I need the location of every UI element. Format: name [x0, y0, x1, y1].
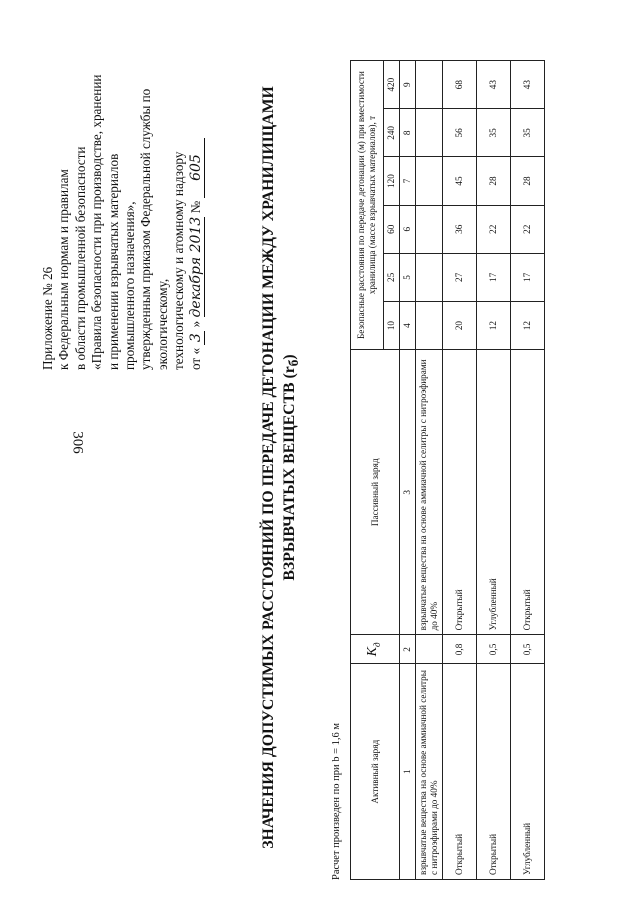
- passive-charge-cell: Открытый: [511, 350, 545, 635]
- distance-cell: 35: [477, 109, 511, 157]
- approval-number-handwritten: 605: [188, 138, 205, 198]
- index-cell: 5: [400, 253, 416, 301]
- index-cell: 3: [400, 350, 416, 635]
- title-line-2-end: ): [281, 354, 298, 360]
- appendix-line: утвержденным приказом Федеральной службы по: [138, 88, 154, 370]
- header-kd: [351, 635, 400, 664]
- approval-month-handwritten: декабря 2013: [187, 216, 204, 318]
- group-empty-cell: [416, 157, 443, 205]
- kd-cell: 0,8: [443, 635, 477, 664]
- distance-cell: 17: [477, 253, 511, 301]
- appendix-line: к Федеральным нормам и правилам: [56, 169, 72, 370]
- distance-cell: 12: [511, 301, 545, 349]
- distance-cell: 43: [511, 61, 545, 109]
- kd-cell: 0,5: [511, 635, 545, 664]
- passive-charge-cell: Углубленный: [477, 350, 511, 635]
- header-passive-charge: Пассивный заряд: [351, 350, 400, 635]
- group-empty-cell: [416, 205, 443, 253]
- table-row: [477, 61, 511, 880]
- group-empty-cell: [416, 109, 443, 157]
- distance-cell: 35: [511, 109, 545, 157]
- table-header-row: [351, 61, 384, 880]
- active-charge-cell: Открытый: [477, 664, 511, 880]
- distance-cell: 22: [511, 205, 545, 253]
- header-active-charge: Активный заряд: [351, 664, 400, 880]
- group-label-passive: взрывчатые вещества на основе аммиачной селитры с нитроэфирами до 40%: [416, 350, 443, 635]
- distance-cell: 28: [511, 157, 545, 205]
- distance-cell: 28: [477, 157, 511, 205]
- approval-mid: »: [187, 320, 203, 328]
- active-charge-cell: Углубленный: [511, 664, 545, 880]
- appendix-line: промышленного назначения»,: [122, 201, 138, 370]
- distance-cell: 17: [511, 253, 545, 301]
- capacity-cell: 120: [384, 157, 400, 205]
- capacity-cell: 240: [384, 109, 400, 157]
- title-subscript: б: [286, 359, 302, 367]
- distance-cell: 45: [443, 157, 477, 205]
- approval-number-label: №: [187, 200, 203, 214]
- appendix-line: Приложение № 26: [40, 266, 55, 370]
- index-cell: 2: [400, 635, 416, 664]
- title-line-2: [279, 45, 304, 890]
- appendix-line: технологическому и атомному надзору: [171, 151, 187, 370]
- approval-prefix: от «: [187, 347, 203, 370]
- group-empty-cell: [416, 301, 443, 349]
- approval-date-row: [188, 50, 205, 370]
- header-safe-distances: Безопасные расстояния по передаче детонации (м) при вместимости хранилища (массе взрывчатых материалов), т: [351, 61, 384, 350]
- index-cell: 1: [400, 664, 416, 880]
- distance-cell: 36: [443, 205, 477, 253]
- index-cell: 4: [400, 301, 416, 349]
- approval-day-handwritten: 3: [188, 331, 205, 345]
- distance-table: [350, 60, 545, 880]
- table-index-row: [400, 61, 416, 880]
- index-cell: 6: [400, 205, 416, 253]
- appendix-line: экологическому,: [154, 278, 170, 370]
- index-cell: 8: [400, 109, 416, 157]
- title-line-2-text: ВЗРЫВЧАТЫХ ВЕЩЕСТВ (r: [281, 366, 298, 581]
- passive-charge-cell: Открытый: [443, 350, 477, 635]
- index-cell: 9: [400, 61, 416, 109]
- group-empty-cell: [416, 61, 443, 109]
- group-empty-cell: [416, 635, 443, 664]
- distance-cell: 22: [477, 205, 511, 253]
- rotated-page-content: [30, 45, 620, 890]
- appendix-line: в области промышленной безопасности: [72, 146, 88, 370]
- capacity-cell: 25: [384, 253, 400, 301]
- distance-cell: 12: [477, 301, 511, 349]
- capacity-cell: 10: [384, 301, 400, 349]
- calculation-note: Расчет произведен по при b = 1,6 м: [331, 722, 342, 880]
- distance-cell: 68: [443, 61, 477, 109]
- distance-cell: 20: [443, 301, 477, 349]
- table-row: [511, 61, 545, 880]
- capacity-cell: 420: [384, 61, 400, 109]
- group-label-active: взрывчатые вещества на основе аммиачной селитры с нитроэфирами до 40%: [416, 664, 443, 880]
- active-charge-cell: Открытый: [443, 664, 477, 880]
- title-line-1: ЗНАЧЕНИЯ ДОПУСТИМЫХ РАССТОЯНИЙ ПО ПЕРЕДАЧЕ ДЕТОНАЦИИ МЕЖДУ ХРАНИЛИЩАМИ: [260, 86, 277, 849]
- table-row: [443, 61, 477, 880]
- appendix-line: и применении взрывчатых материалов: [105, 153, 121, 370]
- kd-cell: 0,5: [477, 635, 511, 664]
- distance-cell: 27: [443, 253, 477, 301]
- group-empty-cell: [416, 253, 443, 301]
- kd-subscript: д: [371, 642, 382, 648]
- index-cell: 7: [400, 157, 416, 205]
- appendix-header: [40, 50, 205, 370]
- document-title: [258, 45, 304, 890]
- distance-cell: 43: [477, 61, 511, 109]
- distance-cell: 56: [443, 109, 477, 157]
- table-group-row: [416, 61, 443, 880]
- page-number: 306: [69, 431, 86, 454]
- appendix-line: «Правила безопасности при производстве, хранении: [89, 74, 105, 370]
- kd-symbol: K: [365, 647, 381, 657]
- capacity-cell: 60: [384, 205, 400, 253]
